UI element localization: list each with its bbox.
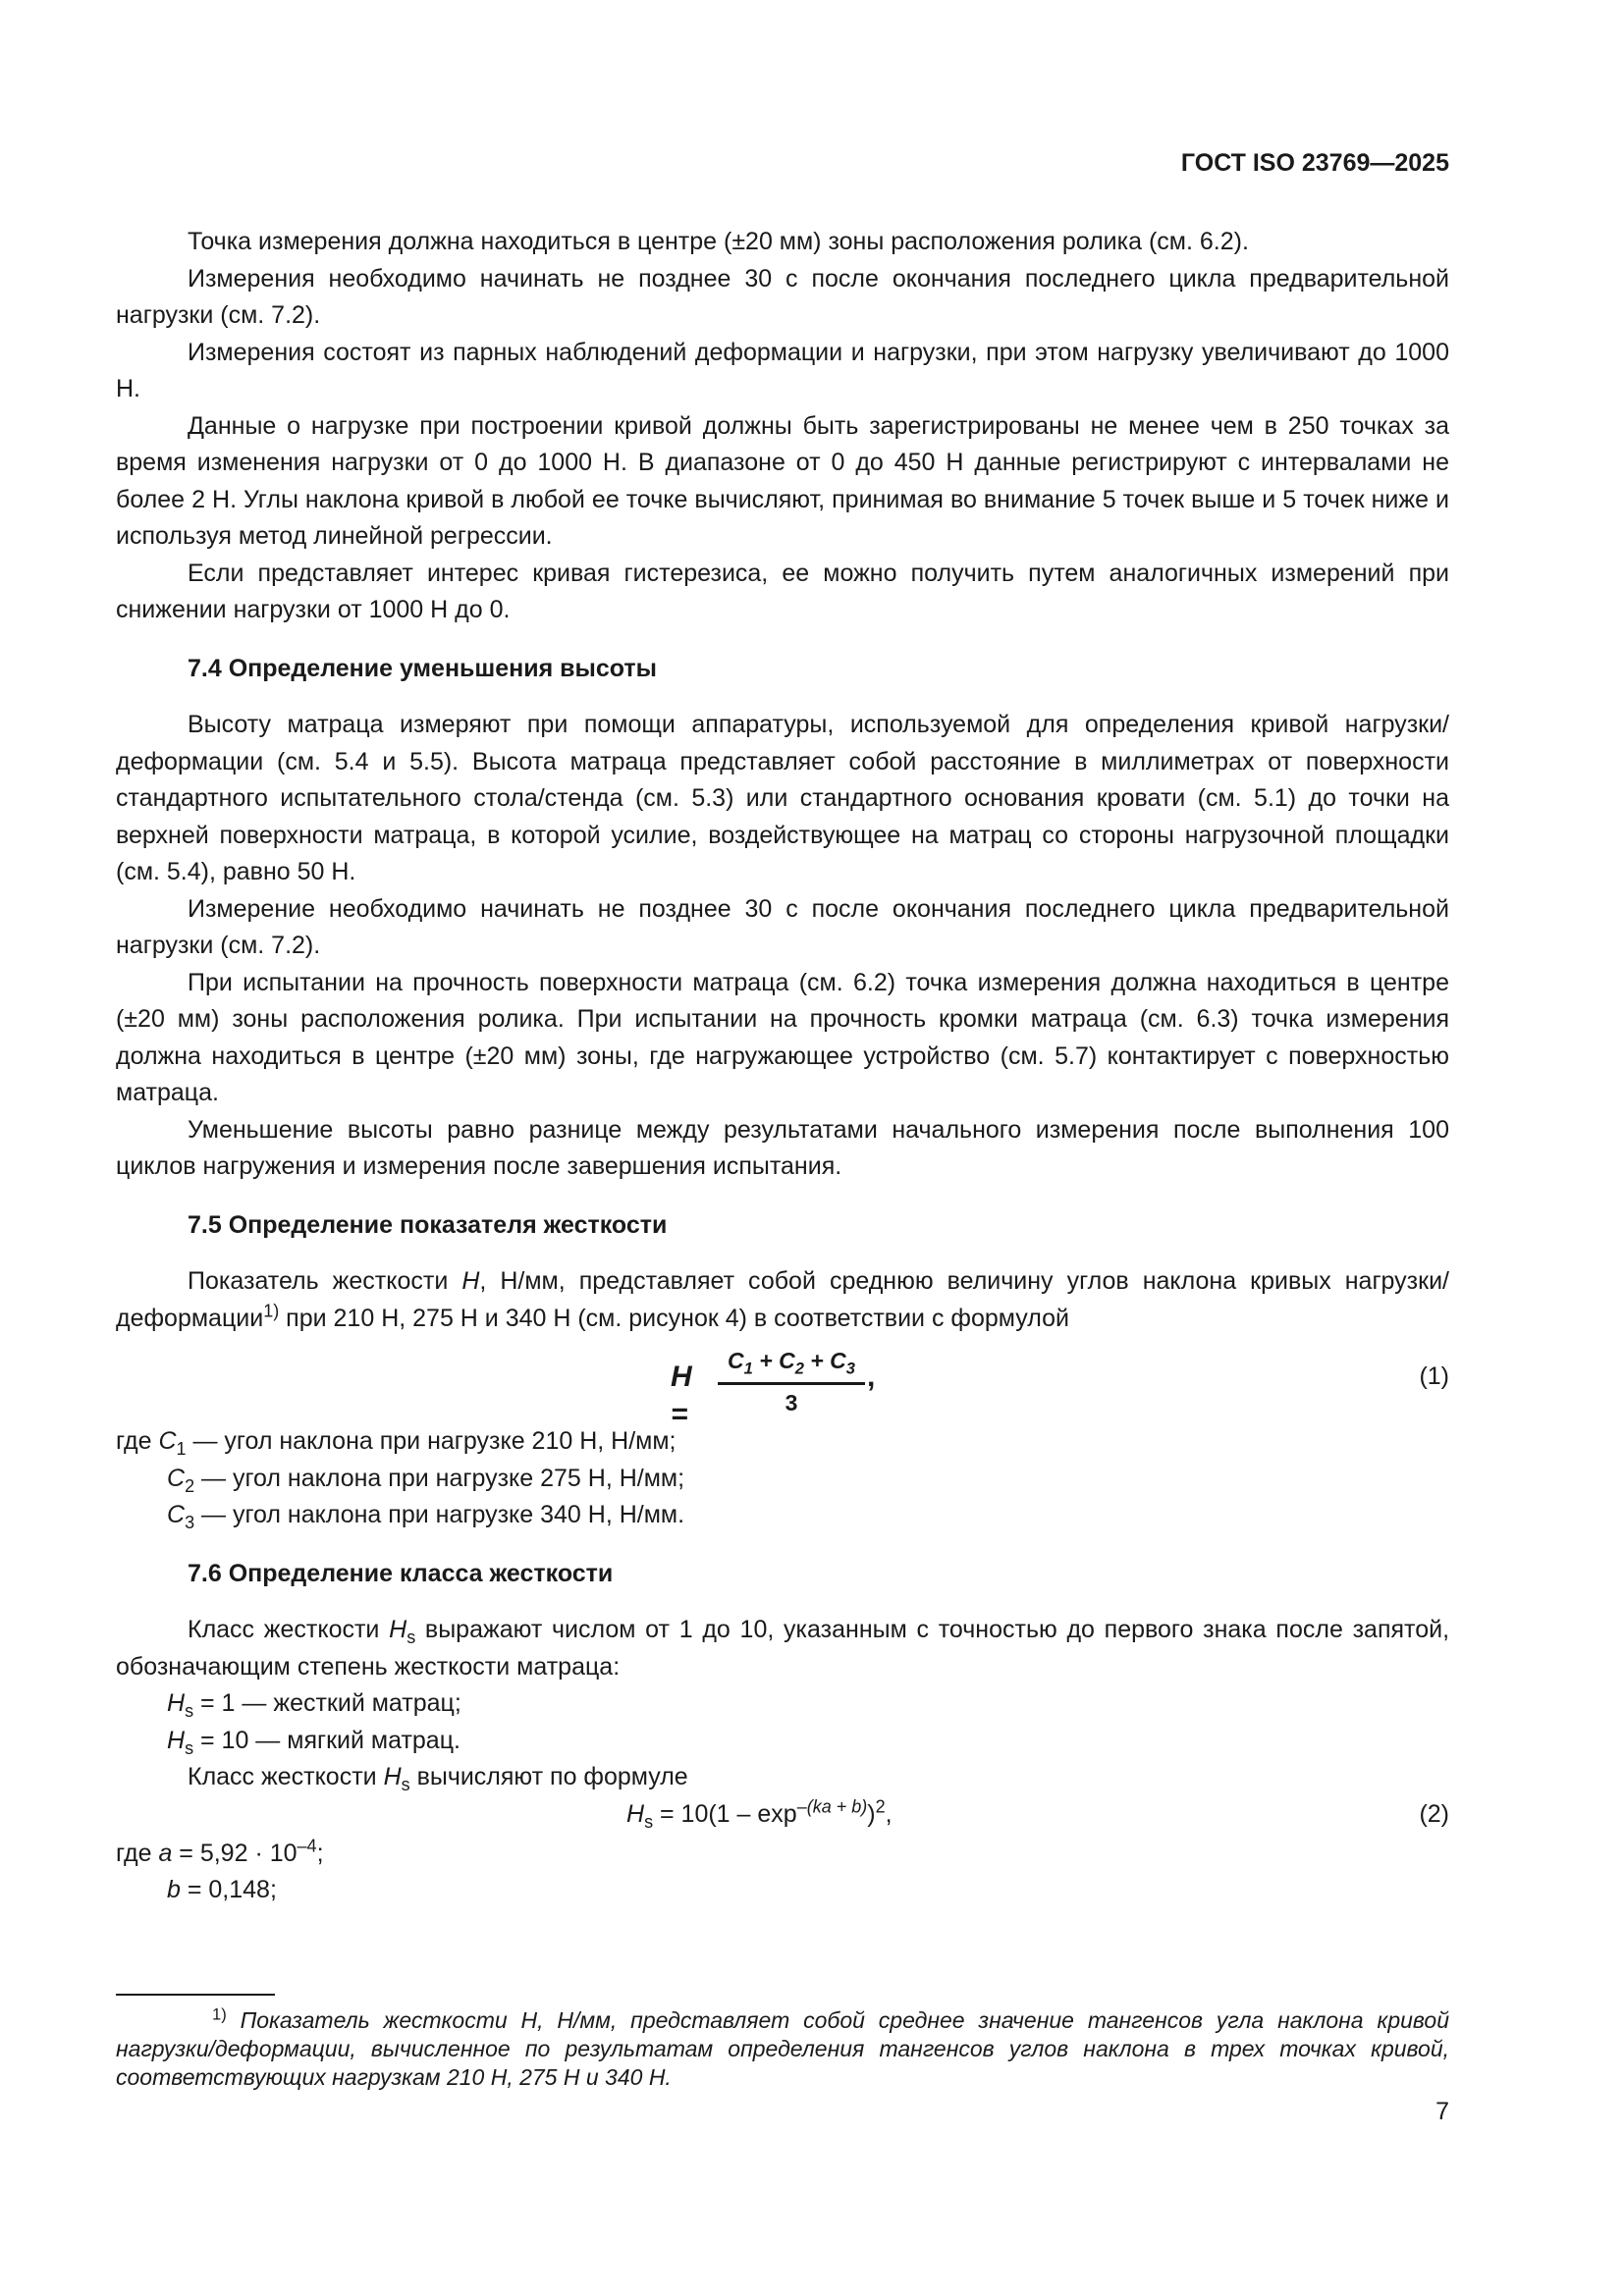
paragraph: Точка измерения должна находиться в центре (±20 мм) зоны расположения ролика (см. 6.2). (188, 228, 1249, 255)
footnote-marker: 1) (212, 2004, 227, 2024)
paragraph: Высоту матраца измеряют при помощи аппаратуры, используемой для определения кривой нагрузки/деформации (см. 5.4 и 5.5). Высота матраца представляет собой расстояние в миллиметрах от поверхности стандартного испытательного стола/стенда (см. 5.3) или стандартного основания кровати (см. 5.1) до точки на верхней поверхности матраца, в которой усилие, воздействующее на матрац со стороны нагрузочной площадки (см. 5.4), равно 50 Н. (116, 711, 1449, 885)
paragraph: Данные о нагрузке при построении кривой должны быть зарегистрированы не менее чем в 250 точках за время изменения нагрузки от 0 до 1000 Н. В диапазоне от 0 до 450 Н данные регистрируют с интервалами не более 2 Н. Углы наклона кривой в любой ее точке вычисляют, принимая во внимание 5 точек выше и 5 точек ниже и используя метод линейной регрессии. (116, 411, 1449, 550)
paragraph: Если представляет интерес кривая гистерезиса, ее можно получить путем аналогичных измерений при снижении нагрузки от 1000 Н до 0. (116, 559, 1449, 623)
formula-1-number: (1) (1419, 1362, 1449, 1390)
paragraph: Уменьшение высоты равно разнице между результатами начального измерения после выполнения 100 циклов нагружения и измерения после завершения испытания. (116, 1115, 1449, 1180)
body-text (116, 224, 1449, 1909)
stiffness-line: Класс жесткости $H_s$ вычисляют по формуле (188, 1763, 688, 1794)
formula-1-lhs: H = (671, 1361, 692, 1430)
where-item: $C_3$ — угол наклона при нагрузке 340 Н, Н/мм. (167, 1501, 685, 1532)
formula-1-numerator: $C_1 + C_2 + C_3$ (718, 1343, 865, 1385)
section-heading-7-4: 7.4 Определение уменьшения высоты (188, 654, 658, 682)
formula-2-number: (2) (1419, 1799, 1449, 1828)
formula-1-fraction (718, 1343, 865, 1421)
where-item: b = 0,148; (167, 1876, 277, 1903)
footnote-ref: 1) (263, 1301, 280, 1321)
page-number: 7 (1435, 2098, 1449, 2125)
formula-1-denominator: 3 (785, 1389, 798, 1415)
stiffness-line: $H_s = 1$ — жесткий матрац; (167, 1689, 461, 1721)
formula-2 (116, 1796, 1449, 1836)
paragraph: Измерение необходимо начинать не позднее 30 с после окончания последнего цикла предварительной нагрузки (см. 7.2). (116, 894, 1449, 959)
footnote: $^{1)}$ Показатель жесткости Н, Н/мм, представляет собой среднее значение тангенсов угла наклона кривой нагрузки/деформации, вычисленное по результатам определения тангенсов углов наклона в трех точках кривой, соответствующих нагрузкам 210 Н, 275 Н и 340 Н. (116, 2004, 1449, 2090)
paragraph: Класс жесткости $H_s$ выражают числом от 1 до 10, указанным с точностью до первого знака после запятой, обозначающим степень жесткости матраца: (116, 1616, 1450, 1681)
paragraph: Показатель жесткости H, Н/мм, представляет собой среднюю величину углов наклона кривых нагрузки/деформации$^{1)}$ при 210 Н, 275 Н и 340 Н (см. рисунок 4) в соответствии с формулой (116, 1267, 1449, 1332)
stiffness-line: $H_s = 10$ — мягкий матрац. (167, 1726, 460, 1758)
formula-1: H = $\frac{C_1 + C_2 + C_3}{3}$ , (1) (116, 1343, 1449, 1415)
standard-header: ГОСТ ISO 23769—2025 (1180, 149, 1449, 177)
paragraph: Измерения необходимо начинать не позднее 30 с после окончания последнего цикла предварительной нагрузки (см. 7.2). (116, 264, 1449, 329)
footnote-separator (116, 1994, 275, 1996)
where-item: $C_2$ — угол наклона при нагрузке 275 Н, Н/мм; (167, 1464, 685, 1496)
where-list-1 (116, 1423, 1449, 1534)
section-heading-7-6: 7.6 Определение класса жесткости (188, 1559, 614, 1587)
paragraph: При испытании на прочность поверхности матраца (см. 6.2) точка измерения должна находиться в центре (±20 мм) зоны расположения ролика. При испытании на прочность кромки матраца (см. 6.3) точка измерения должна находиться в центре (±20 мм) зоны, где нагружающее устройство (см. 5.7) контактирует с поверхностью матраца. (116, 968, 1449, 1106)
formula-2-expression: $H_s = 10(1 - \exp^{-(ka + b)})^2$, (626, 1796, 893, 1832)
section-heading-7-5: 7.5 Определение показателя жесткости (188, 1210, 668, 1239)
paragraph: Измерения состоят из парных наблюдений деформации и нагрузки, при этом нагрузку увеличивают до 1000 Н. (116, 338, 1449, 402)
where-item: где $C_1$ — угол наклона при нагрузке 210 Н, Н/мм; (116, 1427, 677, 1459)
where-item: где $a = 5,92 \cdot 10^{-4}$; (116, 1836, 324, 1867)
